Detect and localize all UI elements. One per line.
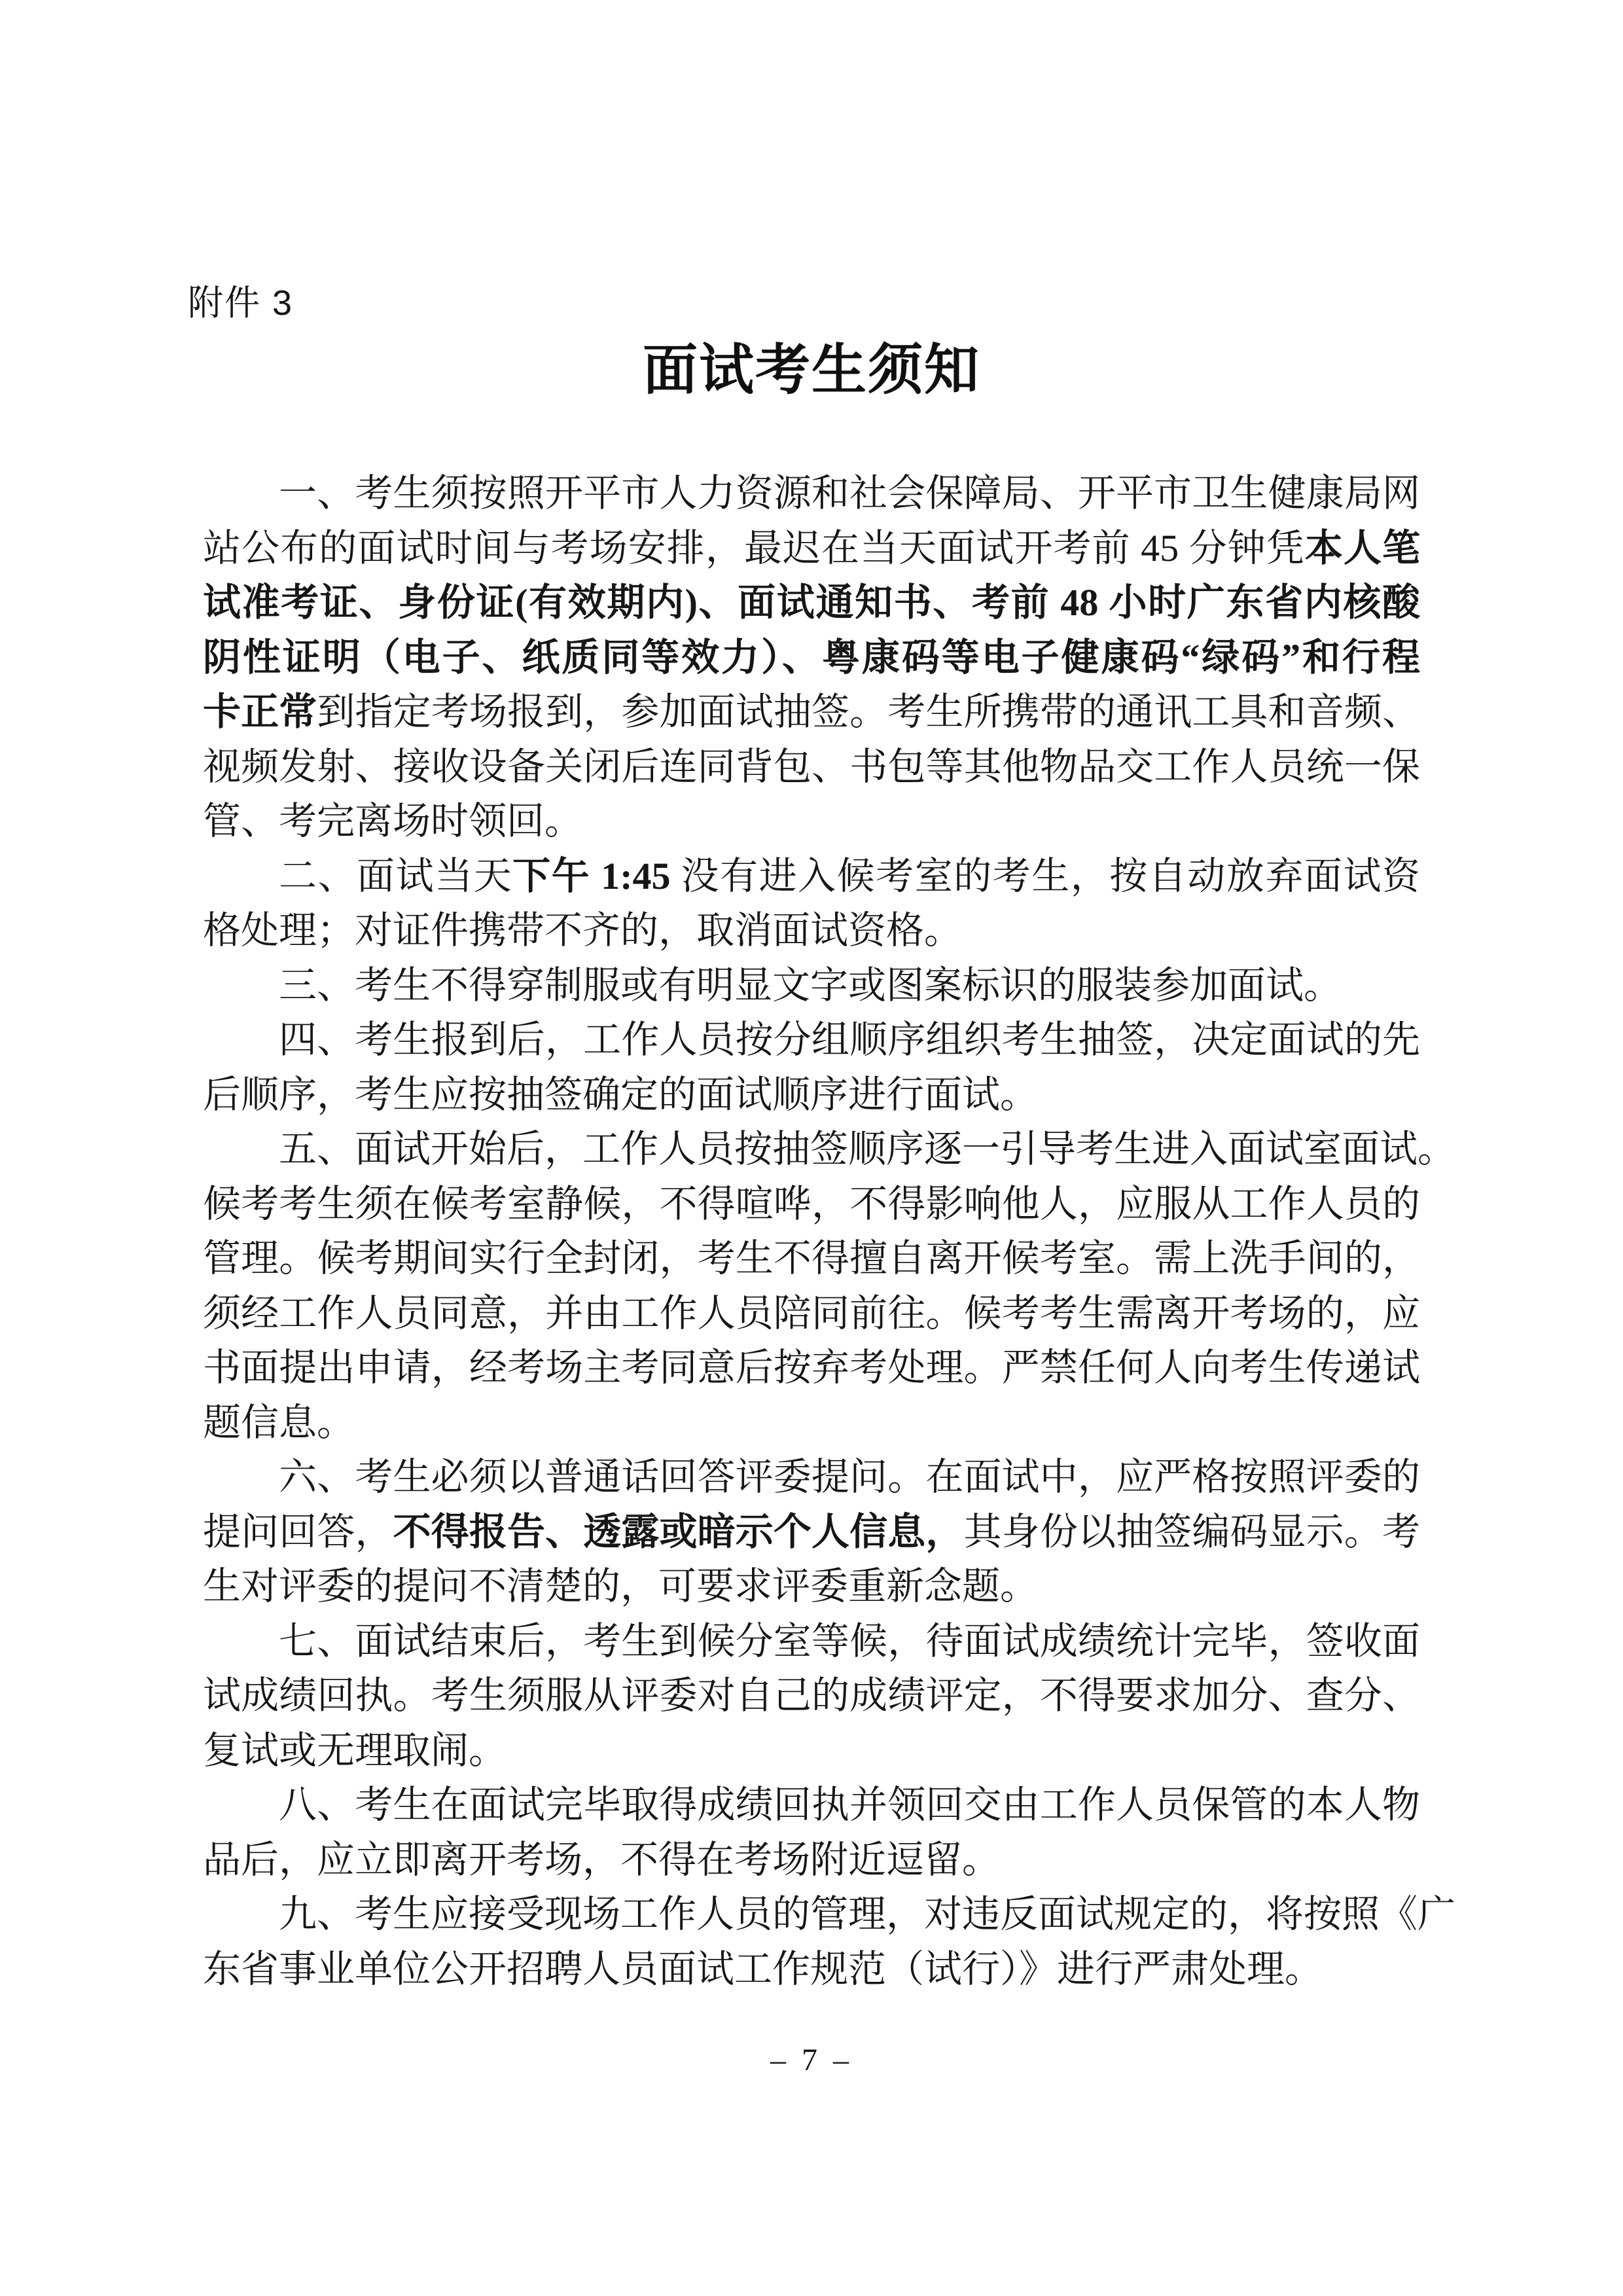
body-line	[203, 521, 1420, 576]
body-line	[203, 1614, 1420, 1669]
attachment-label: 附件 3	[188, 283, 294, 323]
body-line	[203, 1723, 1420, 1778]
body-line	[203, 466, 1420, 521]
text-run: 没有进入候考室的考生，按自动放弃面试资	[670, 854, 1420, 897]
page-number: – 7 –	[770, 2043, 853, 2077]
text-run: 后顺序，考生应按抽签确定的面试顺序进行面试。	[203, 1073, 1039, 1116]
body-line	[203, 1177, 1420, 1232]
text-run: 提问回答，	[203, 1510, 393, 1553]
body-line	[203, 1122, 1456, 1177]
text-run: 视频发射、接收设备关闭后连同背包、书包等其他物品交工作人员统一保	[203, 745, 1420, 788]
body-line	[203, 1778, 1420, 1833]
text-run: 三、考生不得穿制服或有明显文字或图案标识的服装参加面试。	[279, 963, 1342, 1007]
bold-text-run: 本人笔	[1304, 526, 1420, 569]
body-line	[203, 1231, 1420, 1286]
text-run: 八、考生在面试完毕取得成绩回执并领回交由工作人员保管的本人物	[279, 1784, 1420, 1826]
bold-text-run: 试准考证、身份证(有效期内)、面试通知书、考前 48 小时广东省内核酸	[203, 581, 1420, 624]
body-line	[203, 1668, 1420, 1723]
body-line	[203, 1395, 1420, 1450]
text-run: 九、考生应接受现场工作人员的管理，对违反面试规定的，将按照《广	[279, 1893, 1456, 1935]
text-run: 生对评委的提问不清楚的，可要求评委重新念题。	[203, 1565, 1039, 1607]
body-line	[203, 1450, 1420, 1505]
body-line	[203, 1942, 1420, 1997]
bold-text-run: 下午 1:45	[512, 854, 671, 897]
body-line	[203, 958, 1420, 1013]
text-run: 管、考完离场时领回。	[203, 800, 583, 842]
text-run: 书面提出申请，经考场主考同意后按弃考处理。严禁任何人向考生传递试	[203, 1346, 1420, 1389]
text-run: 站公布的面试时间与考场安排，最迟在当天面试开考前 45 分钟凭	[203, 526, 1305, 569]
text-run: 候考考生须在候考室静候，不得喧哗，不得影响他人，应服从工作人员的	[203, 1182, 1420, 1225]
body-line	[203, 849, 1420, 904]
text-run: 一、考生须按照开平市人力资源和社会保障局、开平市卫生健康局网	[279, 472, 1420, 514]
bold-text-run: 不得报告、透露或暗示个人信息，	[393, 1510, 964, 1553]
body-line	[203, 740, 1420, 795]
text-run: 题信息。	[203, 1401, 355, 1444]
text-run: 四、考生报到后，工作人员按分组顺序组织考生抽签，决定面试的先	[279, 1018, 1420, 1061]
body-line	[203, 685, 1420, 740]
document-body	[203, 466, 1456, 1996]
body-line	[203, 1286, 1420, 1341]
text-run: 其身份以抽签编码显示。考	[963, 1510, 1420, 1553]
body-line	[203, 1887, 1456, 1942]
body-line	[203, 1505, 1420, 1560]
text-run: 七、面试结束后，考生到候分室等候，待面试成绩统计完毕，签收面	[279, 1619, 1420, 1662]
text-run: 五、面试开始后，工作人员按抽签顺序逐一引导考生进入面试室面试。	[279, 1128, 1456, 1170]
body-line	[203, 1013, 1420, 1067]
body-line	[203, 575, 1420, 630]
body-line	[203, 903, 1420, 958]
body-line	[203, 1340, 1420, 1395]
body-line	[203, 1067, 1420, 1122]
text-run: 六、考生必须以普通话回答评委提问。在面试中，应严格按照评委的	[279, 1456, 1420, 1498]
text-run: 复试或无理取闹。	[203, 1729, 507, 1772]
bold-text-run: 阴性证明（电子、纸质同等效力）、粤康码等电子健康码“绿码”和行程	[203, 636, 1420, 679]
text-run: 品后，应立即离开考场，不得在考场附近逗留。	[203, 1838, 1001, 1881]
text-run: 格处理；对证件携带不齐的，取消面试资格。	[203, 909, 963, 952]
text-run: 东省事业单位公开招聘人员面试工作规范（试行）》进行严肃处理。	[203, 1947, 1323, 1990]
body-line	[203, 630, 1420, 685]
text-run: 二、面试当天	[279, 854, 513, 897]
page-title: 面试考生须知	[642, 340, 980, 401]
bold-text-run: 卡正常	[203, 691, 317, 733]
text-run: 管理。候考期间实行全封闭，考生不得擅自离开候考室。需上洗手间的，	[203, 1237, 1420, 1280]
body-line	[203, 794, 1420, 849]
text-run: 须经工作人员同意，并由工作人员陪同前往。候考考生需离开考场的，应	[203, 1291, 1420, 1335]
text-run: 到指定考场报到，参加面试抽签。考生所携带的通讯工具和音频、	[317, 691, 1420, 733]
body-line	[203, 1833, 1420, 1888]
text-run: 试成绩回执。考生须服从评委对自己的成绩评定，不得要求加分、查分、	[203, 1674, 1420, 1717]
body-line	[203, 1559, 1420, 1614]
